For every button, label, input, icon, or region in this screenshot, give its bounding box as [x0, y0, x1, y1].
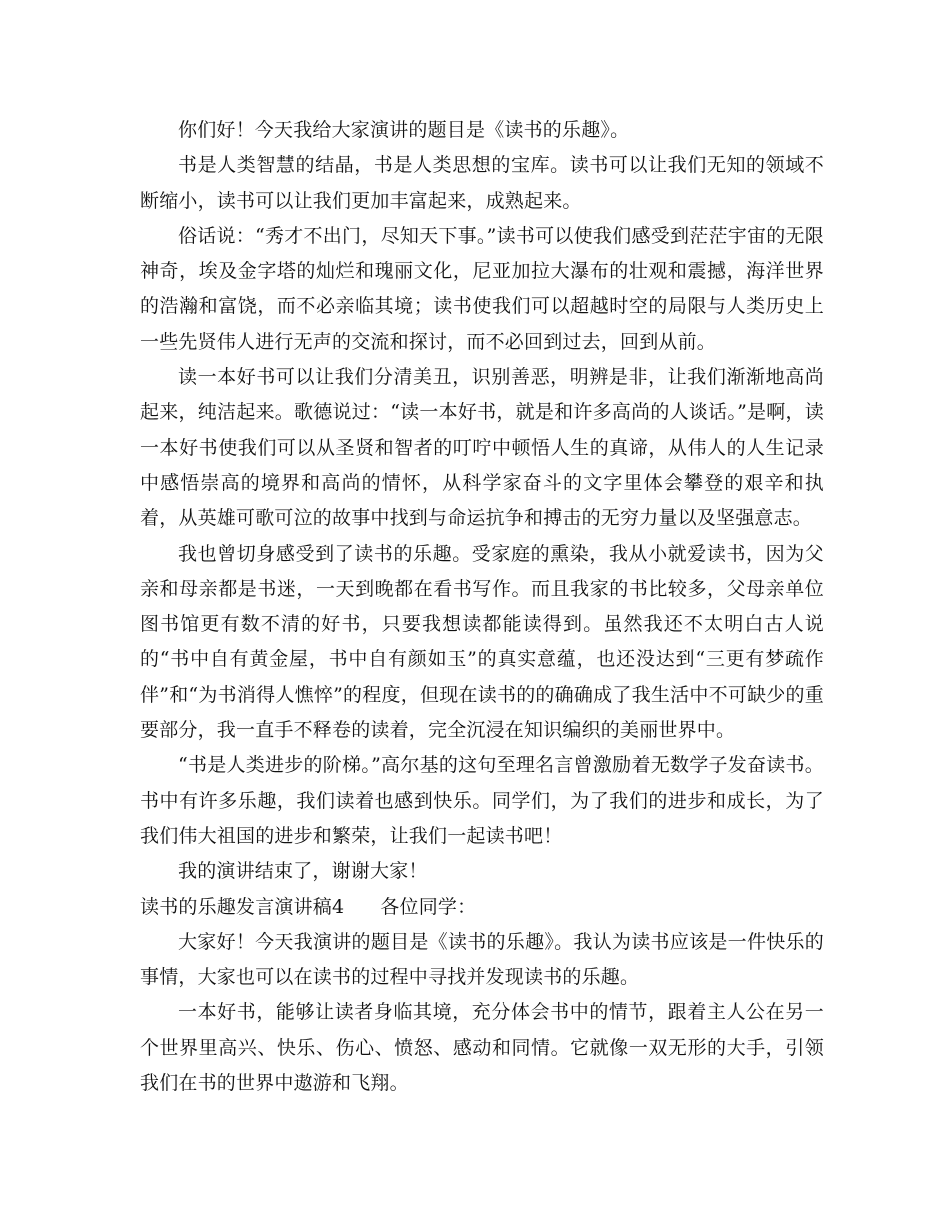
paragraph-personal-experience: 我也曾切身感受到了读书的乐趣。受家庭的熏染，我从小就爱读书，因为父亲和母亲都是书迷，一天到晚都在看书写作。而且我家的书比较多，父母亲单位图书馆更有数不清的好书，只要我想读都能读得到。虽然我还不太明白古人说的“书中自有黄金屋，书中自有颜如玉”的真实意蕴，也还没达到“三更有梦疏作伴”和“为书消得人憔悴”的程度，但现在读书的的确确成了我生活中不可缺少的重要部分，我一直手不释卷的读着，完全沉浸在知识编织的美丽世界中。	[140, 542, 824, 742]
paragraph-closing: 我的演讲结束了，谢谢大家！	[178, 860, 428, 883]
paragraph-proverb: 俗话说：“秀才不出门，尽知天下事。”读书可以使我们感受到茫茫宇宙的无限神奇，埃及金字塔的灿烂和瑰丽文化，尼亚加拉大瀑布的壮观和震撼，海洋世界的浩瀚和富饶，而不必亲临其境；读书使我们可以超越时空的局限与人类历史上一些先贤伟人进行无声的交流和探讨，而不必回到过去，回到从前。	[140, 224, 824, 353]
paragraph-speech4-good-book: 一本好书，能够让读者身临其境，充分体会书中的情节，跟着主人公在另一个世界里高兴、快乐、伤心、愤怒、感动和同情。它就像一双无形的大手，引领我们在书的世界中遨游和飞翔。	[140, 1001, 824, 1095]
document-body	[140, 113, 824, 1101]
paragraph-speech4-intro: 大家好！今天我演讲的题目是《读书的乐趣》。我认为读书应该是一件快乐的事情，大家也可以在读书的过程中寻找并发现读书的乐趣。	[140, 930, 824, 989]
speech-heading-line	[140, 890, 824, 925]
paragraph-good-book: 读一本好书可以让我们分清美丑，识别善恶，明辨是非，让我们渐渐地高尚起来，纯洁起来。歌德说过：“读一本好书，就是和许多高尚的人谈话。”是啊，读一本好书使我们可以从圣贤和智者的叮咛中顿悟人生的真谛，从伟人的人生记录中感悟崇高的境界和高尚的情怀，从科学家奋斗的文字里体会攀登的艰辛和执着，从英雄可歌可泣的故事中找到与命运抗争和搏击的无穷力量以及坚强意志。	[140, 366, 824, 530]
paragraph-gorky-quote: “书是人类进步的阶梯。”高尔基的这句至理名言曾激励着无数学子发奋读书。书中有许多乐趣，我们读着也感到快乐。同学们，为了我们的进步和成长，为了我们伟大祖国的进步和繁荣，让我们一起读书吧！	[140, 754, 824, 847]
speech-title: 读书的乐趣发言演讲稿4	[140, 895, 345, 918]
paragraph-greeting: 你们好！今天我给大家演讲的题目是《读书的乐趣》。	[178, 119, 630, 141]
speech-salutation: 各位同学：	[380, 895, 477, 918]
paragraph-book-wisdom: 书是人类智慧的结晶，书是人类思想的宝库。读书可以让我们无知的领域不断缩小，读书可以让我们更加丰富起来，成熟起来。	[140, 154, 824, 212]
